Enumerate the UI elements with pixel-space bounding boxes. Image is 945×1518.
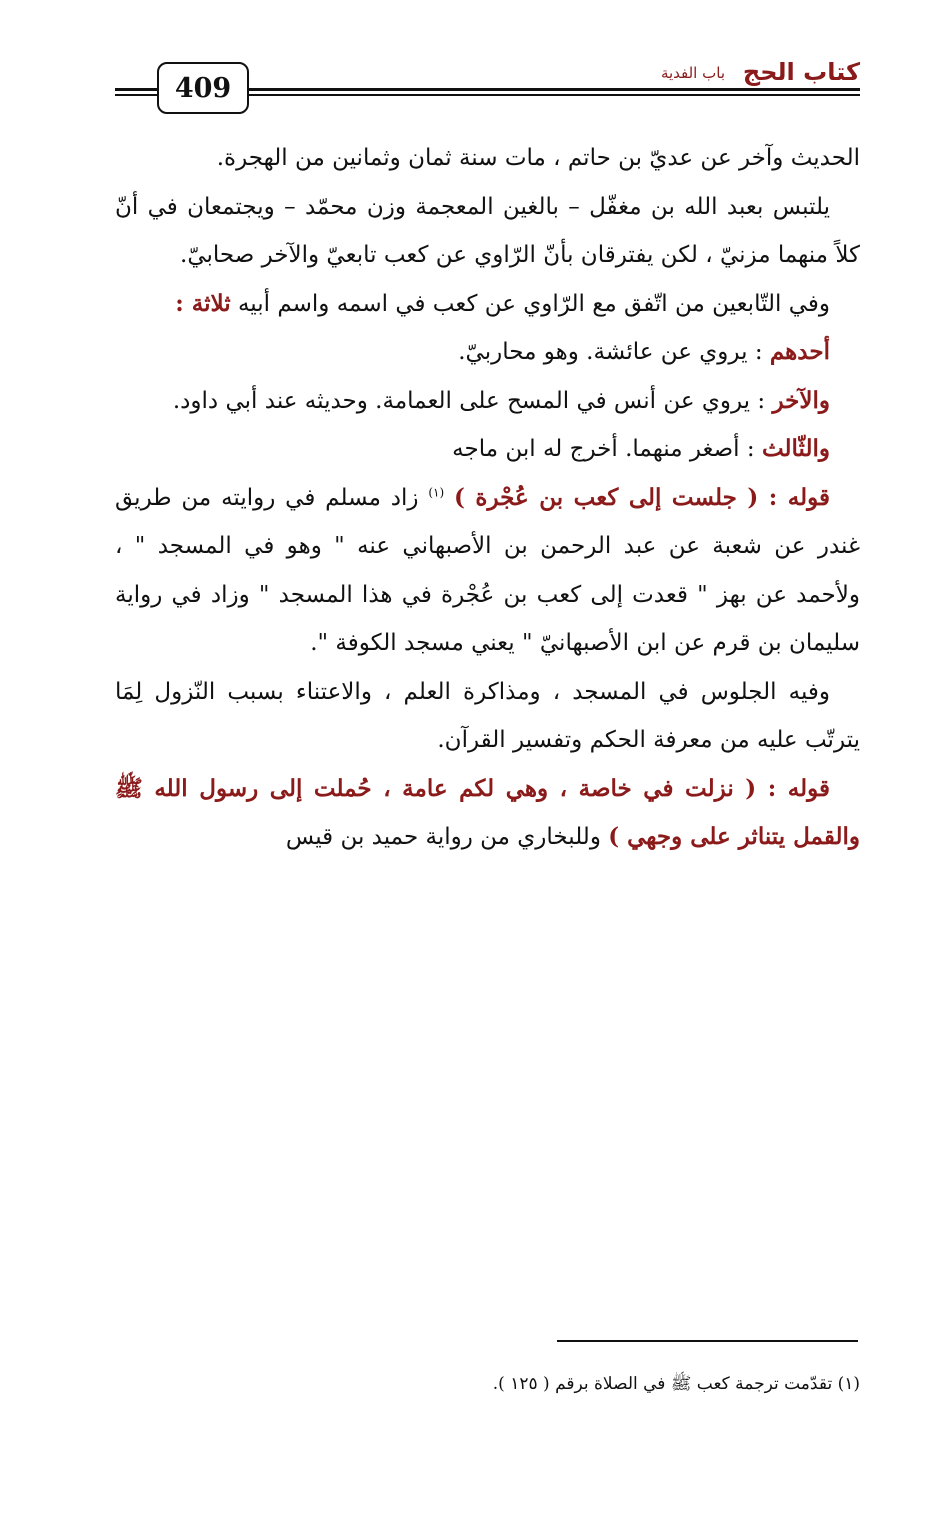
footnote: (١) تقدّمت ترجمة كعب ﷺ في الصلاة برقم ( ١٢٥ ). xyxy=(492,1374,860,1394)
footnote-separator xyxy=(557,1340,858,1342)
paragraph-5 xyxy=(115,377,860,426)
paragraph-2: يلتبس بعبد الله بن مغفّل – بالغين المعجمة وزن محمّد – ويجتمعان في أنّ كلاً منهما مزنيّ ، لكن يفترقان بأنّ الرّاوي عن كعب تابعيّ والآخر صحابيّ. xyxy=(115,193,860,268)
paragraph-3-bold: ثلاثة : xyxy=(175,289,231,317)
paragraph-8: وفيه الجلوس في المسجد ، ومذاكرة العلم ، والاعتناء بسبب النّزول لِمَا يترتّب عليه من معرفة الحكم وتفسير القرآن. xyxy=(115,678,860,753)
paragraph-7-text: زاد مسلم في روايته من طريق غندر عن شعبة عن عبد الرحمن بن الأصبهاني عنه " وهو في المسجد " ، ولأحمد عن بهز " قعدت إلى كعب بن عُجْرة في هذا المسجد " وزاد في رواية سليمان بن قرم عن ابن الأصبهانيّ " يعني مسجد الكوفة ". xyxy=(115,484,860,656)
paragraph-6-label: والثّالث xyxy=(761,435,830,462)
paragraph-5-text: : يروي عن أنس في المسح على العمامة. وحديثه عند أبي داود. xyxy=(172,387,773,414)
footnote-ref[interactable]: (١) xyxy=(428,484,445,499)
paragraph-4 xyxy=(115,328,860,377)
page-header xyxy=(115,50,860,110)
paragraph-1: الحديث وآخر عن عديّ بن حاتم ، مات سنة ثمان وثمانين من الهجرة. xyxy=(216,145,860,171)
page-number: 409 xyxy=(157,62,249,114)
paragraph-6 xyxy=(115,425,860,474)
paragraph-9-label: قوله : ( نزلت في خاصة ، وهي لكم عامة ، حُملت إلى رسول الله ﷺ والقمل يتناثر على وجهي ) xyxy=(115,774,860,850)
paragraph-6-text: : أصغر منهما. أخرج له ابن ماجه xyxy=(452,436,762,462)
chapter-title: باب الفدية xyxy=(660,64,725,82)
paragraph-7 xyxy=(115,474,860,668)
paragraph-5-label: والآخر xyxy=(772,386,830,414)
paragraph-9-text: وللبخاري من رواية حميد بن قيس xyxy=(285,824,609,850)
paragraph-4-text: : يروي عن عائشة. وهو محاربيّ. xyxy=(458,339,770,365)
paragraph-9 xyxy=(115,765,860,862)
paragraph-3-text: وفي التّابعين من اتّفق مع الرّاوي عن كعب في اسمه واسم أبيه xyxy=(237,290,830,317)
book-title: كتاب الحج xyxy=(742,58,860,86)
paragraph-7-label: قوله : ( جلست إلى كعب بن عُجْرة ) xyxy=(453,483,830,511)
main-text xyxy=(115,134,860,862)
paragraph-4-label: أحدهم xyxy=(769,338,830,365)
paragraph-3 xyxy=(115,280,860,329)
